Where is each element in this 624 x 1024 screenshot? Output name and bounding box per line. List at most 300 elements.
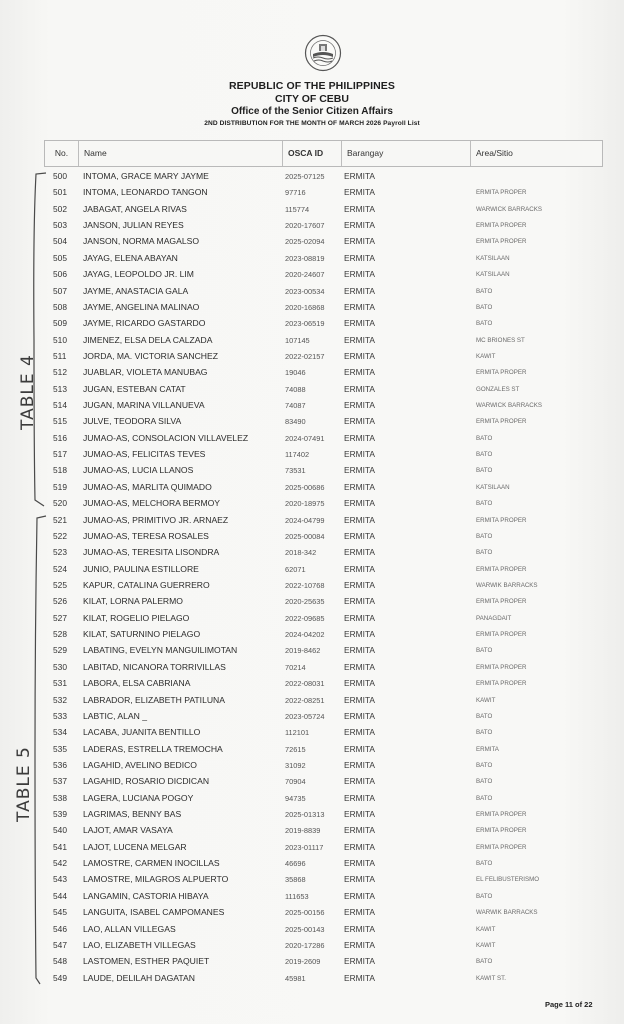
row-barangay: ERMITA: [344, 890, 376, 901]
row-number: 548: [53, 956, 67, 967]
row-barangay: ERMITA: [344, 661, 376, 672]
table-row: [44, 397, 601, 413]
row-name: JUMAO-AS, TERESITA LISONDRA: [83, 547, 220, 558]
row-barangay: ERMITA: [344, 776, 376, 787]
row-name: KILAT, LORNA PALERMO: [83, 596, 183, 607]
table-row: [44, 871, 601, 887]
table-row: [44, 904, 601, 920]
table-row: [44, 921, 601, 937]
row-name: JUMAO-AS, PRIMITIVO JR. ARNAEZ: [83, 514, 229, 525]
table-row: [44, 283, 601, 299]
row-number: 542: [53, 858, 67, 869]
row-osca-id: 2018-342: [285, 548, 317, 558]
row-name: JULVE, TEODORA SILVA: [83, 416, 182, 427]
row-osca-id: 2019-2609: [285, 957, 321, 967]
row-barangay: ERMITA: [344, 792, 376, 803]
table-row: [44, 201, 601, 217]
row-number: 505: [53, 252, 67, 263]
city-seal-logo: [304, 34, 342, 72]
row-barangay: ERMITA: [344, 285, 376, 296]
row-area-sitio: WARWIK BARRACKS: [476, 581, 538, 589]
table-row: [44, 495, 601, 511]
row-area-sitio: BATO: [476, 320, 493, 328]
row-area-sitio: BATO: [476, 303, 493, 311]
row-number: 514: [53, 400, 67, 411]
row-number: 536: [53, 759, 67, 770]
row-number: 546: [53, 923, 67, 934]
table-row: [44, 348, 601, 364]
row-area-sitio: ERMITA PROPER: [476, 189, 527, 197]
row-area-sitio: ERMITA PROPER: [476, 516, 527, 524]
row-barangay: ERMITA: [344, 432, 376, 443]
row-number: 529: [53, 645, 67, 656]
row-osca-id: 74088: [285, 384, 306, 394]
row-barangay: ERMITA: [344, 203, 376, 214]
row-number: 520: [53, 498, 67, 509]
row-barangay: ERMITA: [344, 220, 376, 231]
row-name: JABAGAT, ANGELA RIVAS: [83, 203, 187, 214]
row-area-sitio: BATO: [476, 860, 493, 868]
table-header: [44, 140, 603, 167]
row-osca-id: 2025-00156: [285, 908, 325, 918]
row-name: LASTOMEN, ESTHER PAQUIET: [83, 956, 210, 967]
row-name: LAGERA, LUCIANA POGOY: [83, 792, 194, 803]
column-header-barangay: Barangay: [342, 141, 471, 166]
column-header-name: Name: [78, 141, 283, 166]
row-barangay: ERMITA: [344, 547, 376, 558]
handwritten-label-table-4: TABLE 4: [18, 354, 38, 430]
row-name: LAGAHID, AVELINO BEDICO: [83, 759, 197, 770]
row-name: LABTIC, ALAN _: [83, 710, 148, 721]
row-barangay: ERMITA: [344, 743, 376, 754]
handwritten-label-table-5: TABLE 5: [14, 746, 34, 822]
table-row: [44, 839, 601, 855]
row-osca-id: 62071: [285, 564, 306, 574]
row-number: 509: [53, 318, 67, 329]
table-row: [44, 266, 601, 282]
row-barangay: ERMITA: [344, 563, 376, 574]
row-number: 521: [53, 514, 67, 525]
table-row: [44, 822, 601, 838]
row-number: 502: [53, 203, 67, 214]
row-name: JANSON, JULIAN REYES: [83, 220, 184, 231]
table-row: [44, 806, 601, 822]
row-osca-id: 2024-07491: [285, 433, 325, 443]
row-name: LAJOT, AMAR VASAYA: [83, 825, 173, 836]
row-number: 512: [53, 367, 67, 378]
row-number: 523: [53, 547, 67, 558]
row-name: JUMAO-AS, TERESA ROSALES: [83, 530, 209, 541]
row-name: JANSON, NORMA MAGALSO: [83, 236, 200, 247]
row-name: LANGUITA, ISABEL CAMPOMANES: [83, 907, 225, 918]
row-number: 510: [53, 334, 67, 345]
table-row: [44, 741, 601, 757]
row-osca-id: 2019-8839: [285, 826, 321, 836]
row-osca-id: 2022-08031: [285, 679, 325, 689]
row-number: 518: [53, 465, 67, 476]
table-row: [44, 593, 601, 609]
table-row: [44, 888, 601, 904]
row-osca-id: 117402: [285, 450, 310, 460]
row-number: 504: [53, 236, 67, 247]
row-barangay: ERMITA: [344, 187, 376, 198]
row-number: 500: [53, 171, 67, 181]
row-area-sitio: KATSILAAN: [476, 254, 510, 262]
row-number: 547: [53, 939, 67, 950]
row-number: 530: [53, 661, 67, 672]
row-osca-id: 46696: [285, 859, 306, 869]
row-name: LAO, ALLAN VILLEGAS: [83, 923, 176, 934]
row-osca-id: 2023-06519: [285, 319, 325, 329]
header-city: CITY OF CEBU: [275, 93, 349, 105]
row-area-sitio: ERMITA: [476, 745, 499, 753]
row-number: 524: [53, 563, 67, 574]
row-osca-id: 2022-02157: [285, 351, 325, 361]
row-number: 549: [53, 972, 67, 983]
row-osca-id: 112101: [285, 728, 310, 738]
table-row: [44, 642, 601, 658]
row-osca-id: 31092: [285, 760, 306, 770]
table-row: [44, 462, 601, 478]
row-area-sitio: BATO: [476, 287, 493, 295]
table-row: [44, 430, 601, 446]
row-area-sitio: BATO: [476, 549, 493, 557]
row-name: LADERAS, ESTRELLA TREMOCHA: [83, 743, 223, 754]
row-area-sitio: KATSILAAN: [476, 483, 510, 491]
row-barangay: ERMITA: [344, 236, 376, 247]
row-osca-id: 2020-17607: [285, 221, 325, 231]
row-barangay: ERMITA: [344, 612, 376, 623]
table-row: [44, 446, 601, 462]
row-number: 503: [53, 220, 67, 231]
row-barangay: ERMITA: [344, 596, 376, 607]
row-area-sitio: ERMITA PROPER: [476, 565, 527, 573]
row-osca-id: 2023-05724: [285, 711, 325, 721]
row-number: 516: [53, 432, 67, 443]
row-name: JAYME, ANASTACIA GALA: [83, 285, 189, 296]
row-area-sitio: ERMITA PROPER: [476, 680, 527, 688]
table-row: [44, 299, 601, 315]
row-osca-id: 2025-00084: [285, 531, 325, 541]
row-barangay: ERMITA: [344, 269, 376, 280]
row-name: LACABA, JUANITA BENTILLO: [83, 727, 201, 738]
row-osca-id: 70214: [285, 662, 306, 672]
row-area-sitio: BATO: [476, 467, 493, 475]
row-area-sitio: KAWIT ST.: [476, 974, 506, 982]
row-barangay: ERMITA: [344, 972, 376, 983]
row-osca-id: 35868: [285, 875, 306, 885]
row-number: 522: [53, 530, 67, 541]
row-osca-id: 2025-00143: [285, 924, 325, 934]
row-area-sitio: ERMITA PROPER: [476, 843, 527, 851]
table-row: [44, 610, 601, 626]
table-row: [44, 970, 601, 986]
row-barangay: ERMITA: [344, 400, 376, 411]
row-name: JUNIO, PAULINA ESTILLORE: [83, 563, 199, 574]
row-area-sitio: ERMITA PROPER: [476, 827, 527, 835]
row-barangay: ERMITA: [344, 923, 376, 934]
row-osca-id: 2023-01117: [285, 842, 324, 852]
table-row: [44, 953, 601, 969]
row-name: INTOMA, LEONARDO TANGON: [83, 187, 208, 198]
row-area-sitio: WARWIK BARRACKS: [476, 909, 538, 917]
row-name: LAUDE, DELILAH DAGATAN: [83, 972, 195, 983]
row-osca-id: 2020-24607: [285, 270, 325, 280]
row-name: LAMOSTRE, MILAGROS ALPUERTO: [83, 874, 229, 885]
row-name: KILAT, ROGELIO PIELAGO: [83, 612, 190, 623]
row-area-sitio: EL FELIBUSTERISMO: [476, 876, 540, 884]
row-osca-id: 2020-17286: [285, 940, 325, 950]
row-barangay: ERMITA: [344, 939, 376, 950]
row-osca-id: 2022-08251: [285, 695, 325, 705]
row-barangay: ERMITA: [344, 350, 376, 361]
row-name: JUGAN, MARINA VILLANUEVA: [83, 400, 205, 411]
row-osca-id: 2022-09685: [285, 613, 325, 623]
row-osca-id: 115774: [285, 204, 310, 214]
table-row: [44, 790, 601, 806]
row-name: LABITAD, NICANORA TORRIVILLAS: [83, 661, 226, 672]
row-barangay: ERMITA: [344, 727, 376, 738]
row-number: 539: [53, 809, 67, 820]
row-barangay: ERMITA: [344, 710, 376, 721]
row-name: JIMENEZ, ELSA DELA CALZADA: [83, 334, 213, 345]
row-number: 515: [53, 416, 67, 427]
row-number: 519: [53, 481, 67, 492]
row-area-sitio: ERMITA PROPER: [476, 598, 527, 606]
table-row: [44, 626, 601, 642]
row-area-sitio: BATO: [476, 434, 493, 442]
row-number: 537: [53, 776, 67, 787]
row-number: 525: [53, 579, 67, 590]
row-name: JAYME, ANGELINA MALINAO: [83, 301, 200, 312]
row-osca-id: 2025-01313: [285, 810, 325, 820]
table-row: [44, 675, 601, 691]
table-row: [44, 184, 601, 200]
row-number: 511: [53, 350, 67, 361]
row-barangay: ERMITA: [344, 367, 376, 378]
row-area-sitio: ERMITA PROPER: [476, 663, 527, 671]
row-name: LAJOT, LUCENA MELGAR: [83, 841, 187, 852]
header-office: Office of the Senior Citizen Affairs: [231, 106, 393, 117]
row-osca-id: 2025-07125: [285, 172, 325, 181]
row-area-sitio: ERMITA PROPER: [476, 369, 527, 377]
row-number: 501: [53, 187, 67, 198]
header-republic: REPUBLIC OF THE PHILIPPINES: [228, 80, 396, 92]
row-number: 532: [53, 694, 67, 705]
row-osca-id: 94735: [285, 793, 306, 803]
table-row: [44, 332, 601, 348]
row-barangay: ERMITA: [344, 759, 376, 770]
row-osca-id: 19046: [285, 368, 306, 378]
table-row: [44, 168, 601, 184]
table-row: [44, 577, 601, 593]
row-osca-id: 107145: [285, 335, 310, 345]
row-number: 545: [53, 907, 67, 918]
row-area-sitio: KAWIT: [476, 925, 496, 933]
table-row: [44, 724, 601, 740]
row-barangay: ERMITA: [344, 383, 376, 394]
table-row: [44, 937, 601, 953]
row-barangay: ERMITA: [344, 530, 376, 541]
table-row: [44, 708, 601, 724]
column-header-osca-id: OSCA ID: [283, 141, 342, 166]
row-osca-id: 97716: [285, 188, 306, 198]
table-row: [44, 315, 601, 331]
row-name: JAYAG, ELENA ABAYAN: [83, 252, 178, 263]
row-area-sitio: BATO: [476, 647, 493, 655]
row-barangay: ERMITA: [344, 334, 376, 345]
row-name: JAYAG, LEOPOLDO JR. LIM: [83, 269, 194, 280]
row-area-sitio: ERMITA PROPER: [476, 418, 527, 426]
handwritten-bracket-table-4: [30, 170, 50, 510]
table-row: [44, 512, 601, 528]
row-name: JUGAN, ESTEBAN CATAT: [83, 383, 186, 394]
row-name: JUMAO-AS, MELCHORA BERMOY: [83, 498, 221, 509]
row-number: 526: [53, 596, 67, 607]
table-row: [44, 250, 601, 266]
row-osca-id: 2023-08819: [285, 253, 325, 263]
row-area-sitio: PANAGDAIT: [476, 614, 512, 622]
row-barangay: ERMITA: [344, 694, 376, 705]
row-barangay: ERMITA: [344, 874, 376, 885]
row-area-sitio: MC BRIONES ST: [476, 336, 525, 344]
row-area-sitio: BATO: [476, 794, 493, 802]
row-osca-id: 45981: [285, 973, 306, 983]
row-number: 543: [53, 874, 67, 885]
row-number: 533: [53, 710, 67, 721]
row-barangay: ERMITA: [344, 481, 376, 492]
row-number: 534: [53, 727, 67, 738]
row-osca-id: 2025-02094: [285, 237, 325, 247]
row-barangay: ERMITA: [344, 514, 376, 525]
row-osca-id: 2025-00686: [285, 482, 325, 492]
row-name: LAO, ELIZABETH VILLEGAS: [83, 939, 196, 950]
row-barangay: ERMITA: [344, 678, 376, 689]
table-row: [44, 692, 601, 708]
row-barangay: ERMITA: [344, 841, 376, 852]
row-number: 507: [53, 285, 67, 296]
row-area-sitio: WARWICK BARRACKS: [476, 402, 543, 410]
row-number: 541: [53, 841, 67, 852]
row-name: LANGAMIN, CASTORIA HIBAYA: [83, 890, 209, 901]
row-area-sitio: ERMITA PROPER: [476, 811, 527, 819]
row-name: JUMAO-AS, MARLITA QUIMADO: [83, 481, 212, 492]
row-name: INTOMA, GRACE MARY JAYME: [83, 171, 209, 181]
header-payroll-title: 2ND DISTRIBUTION FOR THE MONTH OF MARCH 2026 Payroll List: [204, 120, 420, 127]
table-row: [44, 381, 601, 397]
row-osca-id: 2020-16868: [285, 302, 325, 312]
table-row: [44, 855, 601, 871]
row-area-sitio: BATO: [476, 451, 493, 459]
row-barangay: ERMITA: [344, 465, 376, 476]
row-osca-id: 70904: [285, 777, 306, 787]
row-barangay: ERMITA: [344, 809, 376, 820]
row-number: 528: [53, 629, 67, 640]
row-osca-id: 2020-18975: [285, 499, 325, 509]
row-area-sitio: BATO: [476, 500, 493, 508]
row-area-sitio: ERMITA PROPER: [476, 222, 527, 230]
row-number: 531: [53, 678, 67, 689]
row-osca-id: 74087: [285, 401, 306, 411]
row-name: LABRADOR, ELIZABETH PATILUNA: [83, 694, 225, 705]
row-area-sitio: BATO: [476, 892, 493, 900]
row-number: 513: [53, 383, 67, 394]
row-area-sitio: BATO: [476, 712, 493, 720]
row-area-sitio: KAWIT: [476, 352, 496, 360]
table-row: [44, 413, 601, 429]
row-barangay: ERMITA: [344, 498, 376, 509]
row-barangay: ERMITA: [344, 956, 376, 967]
row-area-sitio: BATO: [476, 958, 493, 966]
row-barangay: ERMITA: [344, 579, 376, 590]
row-name: JUMAO-AS, LUCIA LLANOS: [83, 465, 194, 476]
row-area-sitio: KATSILAAN: [476, 271, 510, 279]
row-barangay: ERMITA: [344, 171, 376, 181]
row-number: 540: [53, 825, 67, 836]
row-name: JAYME, RICARDO GASTARDO: [83, 318, 206, 329]
row-osca-id: 2024-04202: [285, 630, 325, 640]
row-name: JUABLAR, VIOLETA MANUBAG: [83, 367, 208, 378]
row-barangay: ERMITA: [344, 301, 376, 312]
row-area-sitio: KAWIT: [476, 941, 496, 949]
table-row: [44, 773, 601, 789]
row-area-sitio: BATO: [476, 761, 493, 769]
row-name: LABORA, ELSA CABRIANA: [83, 678, 191, 689]
row-number: 527: [53, 612, 67, 623]
row-osca-id: 2023-00534: [285, 286, 325, 296]
row-osca-id: 2022-10768: [285, 580, 325, 590]
row-area-sitio: ERMITA PROPER: [476, 631, 527, 639]
table-body: [44, 168, 601, 986]
table-row: [44, 233, 601, 249]
row-name: JUMAO-AS, CONSOLACION VILLAVELEZ: [83, 432, 249, 443]
row-name: JORDA, MA. VICTORIA SANCHEZ: [83, 350, 218, 361]
column-header-area-sitio: Area/Sitio: [476, 148, 513, 158]
row-number: 544: [53, 890, 67, 901]
table-row: [44, 364, 601, 380]
row-barangay: ERMITA: [344, 858, 376, 869]
row-osca-id: 83490: [285, 417, 306, 427]
row-osca-id: 2020-25635: [285, 597, 325, 607]
row-osca-id: 72615: [285, 744, 306, 754]
row-barangay: ERMITA: [344, 318, 376, 329]
row-number: 506: [53, 269, 67, 280]
row-barangay: ERMITA: [344, 825, 376, 836]
column-header-no: No.: [45, 141, 79, 166]
row-name: KAPUR, CATALINA GUERRERO: [83, 579, 210, 590]
row-area-sitio: BATO: [476, 729, 493, 737]
row-number: 508: [53, 301, 67, 312]
row-name: LAGRIMAS, BENNY BAS: [83, 809, 182, 820]
row-name: LAGAHID, ROSARIO DICDICAN: [83, 776, 210, 787]
row-osca-id: 2019-8462: [285, 646, 321, 656]
row-name: JUMAO-AS, FELICITAS TEVES: [83, 449, 206, 460]
row-barangay: ERMITA: [344, 416, 376, 427]
row-area-sitio: KAWIT: [476, 696, 496, 704]
table-row: [44, 479, 601, 495]
row-area-sitio: ERMITA PROPER: [476, 238, 527, 246]
row-area-sitio: GONZALES ST: [476, 385, 520, 393]
row-barangay: ERMITA: [344, 629, 376, 640]
table-row: [44, 217, 601, 233]
row-osca-id: 2024-04799: [285, 515, 325, 525]
row-number: 535: [53, 743, 67, 754]
row-barangay: ERMITA: [344, 907, 376, 918]
table-row: [44, 659, 601, 675]
table-row: [44, 544, 601, 560]
table-row: [44, 757, 601, 773]
row-osca-id: 73531: [285, 466, 306, 476]
